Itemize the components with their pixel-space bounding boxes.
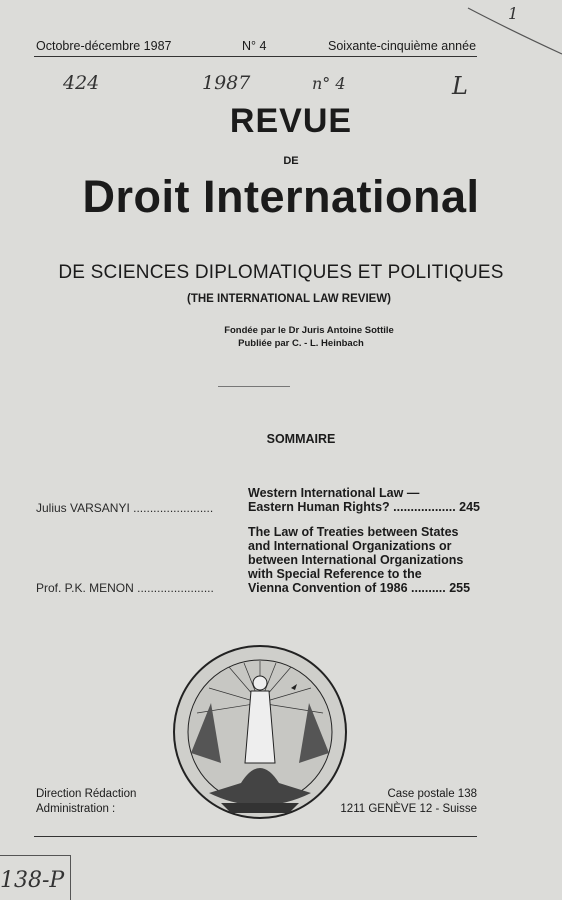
divider <box>218 386 290 387</box>
shelf-mark-border <box>0 855 70 856</box>
journal-seal <box>171 643 349 821</box>
toc-title: Western International Law — Eastern Human Rights? .................. 245 <box>248 486 481 514</box>
shelf-mark: 138-P <box>0 868 65 893</box>
footer-administration: Administration : <box>36 803 116 815</box>
issue-date: Octobre-décembre 1987 <box>36 39 172 53</box>
toc-author: Julius VARSANYI ........................ <box>36 501 214 515</box>
footer-rule <box>34 836 477 837</box>
corner-pencil-mark <box>450 0 562 60</box>
published-by: Publiée par C. - L. Heinbach <box>238 338 364 349</box>
summary-heading: SOMMAIRE <box>266 432 336 446</box>
issue-number: N° 4 <box>242 39 267 53</box>
handwritten-issue: n° 4 <box>312 74 346 93</box>
footer-direction: Direction Rédaction <box>36 788 137 800</box>
corner-annotation: 1 <box>508 4 519 23</box>
founded-by: Fondée par le Dr Juris Antoine Sottile <box>224 325 394 336</box>
main-title: Droit International <box>82 171 480 222</box>
footer-postbox: Case postale 138 <box>387 788 477 800</box>
issue-year: Soixante-cinquième année <box>328 39 477 53</box>
handwritten-year: 1987 <box>202 72 251 94</box>
english-subtitle: (THE INTERNATIONAL LAW REVIEW) <box>186 293 391 305</box>
toc-author: Prof. P.K. MENON ....................... <box>36 581 214 595</box>
toc-title: The Law of Treaties between States and International Organizations or between International Organizations with Special Reference to the Vienna Convention of 1986 .......... 255 <box>248 525 471 595</box>
revue-title: REVUE <box>229 102 353 140</box>
header-rule <box>34 56 477 57</box>
shelf-mark-border <box>70 855 71 900</box>
handwritten-letter: L <box>452 72 468 100</box>
subtitle: DE SCIENCES DIPLOMATIQUES ET POLITIQUES <box>58 262 504 283</box>
title-de: DE <box>283 155 299 167</box>
handwritten-number: 424 <box>63 72 100 94</box>
footer-address: 1211 GENÈVE 12 - Suisse <box>340 803 477 815</box>
